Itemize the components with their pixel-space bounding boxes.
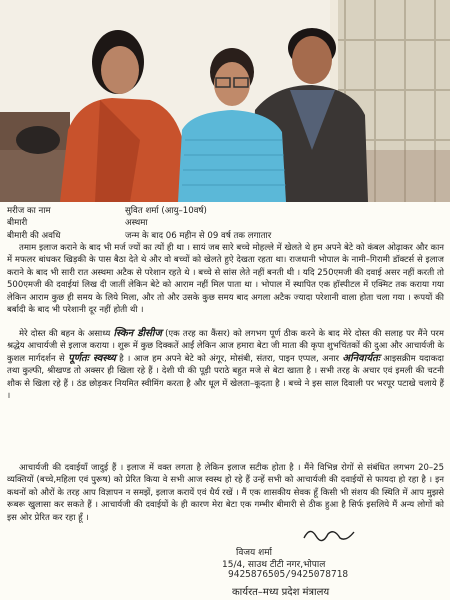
paragraph-treatment xyxy=(7,328,444,402)
patient-info xyxy=(7,205,443,242)
signer-name: विजय शर्मा xyxy=(236,548,272,558)
family-photo xyxy=(0,0,450,202)
paragraph-testimony: आचार्यजी की दवाईयाँ जादुई हैं । इलाज में वक्त लगता है लेकिन इलाज सटीक होता है । मैंने विभिन्न रोगों से संबंधित लगभग 20–25 व्यक्तियों (बच्चे,महिला एवं पुरूष) को प्रेरित किया वे सभी आज स्वस्थ हो रहे हैं उन्हें सभी को आचार्यजी की दवाईयों से फायदा हो रहा है । इन कथनों को औरों के तरह आप विज्ञापन न समझें, इलाज करायें एवं धैर्य रखें । मैं एक शासकीय सेवक हूँ किसी भी संशय की स्थिति में आप मुझसे रूबरू खुलासा कर सकते हैं । आचार्यजी की दवाईयों के ही कारण मेरा बेटा एक गम्भीर बीमारी से ठीक हुआ है सिर्फ इसलिये मैं अन्य लोगों को इस ओर प्रेरित कर रहा हूँ । xyxy=(7,463,444,523)
signature-scribble xyxy=(300,524,360,544)
signer-phones: 9425876505/9425078718 xyxy=(228,569,349,580)
signature-block xyxy=(0,524,450,600)
duration-row xyxy=(7,230,443,242)
duration-value: जन्म के बाद 06 महीन से 09 वर्ष तक लगातार xyxy=(125,230,272,241)
patient-name-label: मरीज का नाम xyxy=(7,206,51,216)
patient-name-value: सुवित शर्मा (आयु–10वर्ष) xyxy=(125,206,207,216)
paragraph-text: (एक तरह का कैंसर) को लगभग पूर्ण ठीक करने के बाद मेरे दोस्त की सलाह पर मैंने परम श्रद्धेय आचार्यजी से इलाज कराया । शुरू में कुछ दिक्कतें आईं लेकिन आज हमारा बेटा जी माता की कृपा शुभचिंतकों की दुआ और आचार्यजी के कुशल मार्गदर्शन से xyxy=(7,329,444,364)
paragraph-text: आइसक्रीम यदाकदा तथा कुल्फी, श्रीखण्ड तो अक्सर ही खिला रहे हैं । देशी घी की पूड़ी पराठे बहुत मजे से बेटा खाता है । सभी तरह के अचार एवं इमली की चटनी शौक से खिला रहे हैं । ठंड छोड़कर नियमित स्वीमिंग करता है और धूल में खेलता–कूदता है । बच्चे ने इस साल दिवाली पर भरपूर पटाखे चलाये हैं । xyxy=(7,353,444,402)
paragraph-text: मेरे दोस्त की बहन के असाध्य xyxy=(19,329,114,339)
disease-label: बीमारी xyxy=(7,218,28,229)
highlight-skin-disease: स्किन डीसीज xyxy=(113,328,162,339)
duration-label: बीमारी की अवधि xyxy=(7,230,61,241)
paragraph-history: तमाम इलाज कराने के बाद भी मर्ज ज्यों का त्यों ही था । सायं जब सारे बच्चे मोहल्ले में खेलते थे हम अपने बेटे को कंबल ओढ़ाकर और कान में मफलर बांधकर खिड़की के पास बैठा देते थे और वो बच्चों को खेलते हुऐ देखता रहता था। राजधानी भोपाल के नामी–गिरामी डॉक्टर्स से इलाज कराने के बाद भी सारी रात अस्थमा अटैक से परेशान रहते थे । बच्चे से सांस लेते नहीं बनती थी । यदि 250एमजी की दवाई असर नहीं करती तो 500एमजी की दवाईयां लिख दी जातीं लेकिन बेटे को आराम नहीं मिल पाता था । भोपाल में स्थापित एक हॉस्पीटल में एक्मिट तक कराया गया लेकिन आराम कुछ ही समय के लिये मिला, और तो और उसके कुछ समय बाद अगला अटैक ज्यादा परेशानी वाला होता चला गया । रूपयों की बर्बादी के बाद भी परेशानी दूर नहीं होती थी । xyxy=(7,243,444,316)
disease-value: अस्थमा xyxy=(125,218,148,229)
patient-name-row xyxy=(7,205,443,217)
paragraph-text: है । आज हम अपने बेटे को अंगूर, मोसंबी, संतरा, पाइन एप्पल, अनार xyxy=(115,353,343,364)
highlight-fully-healthy: पूर्णतः स्वस्थ्य xyxy=(68,352,116,364)
signer-address: 15/4, साउथ टीटी नगर,भोपाल xyxy=(222,560,326,570)
highlight-necessarily: अनिवार्यतः xyxy=(342,352,380,364)
signer-occupation: कार्यरत–मध्य प्रदेश मंत्रालय xyxy=(232,587,330,598)
disease-row xyxy=(7,217,443,229)
